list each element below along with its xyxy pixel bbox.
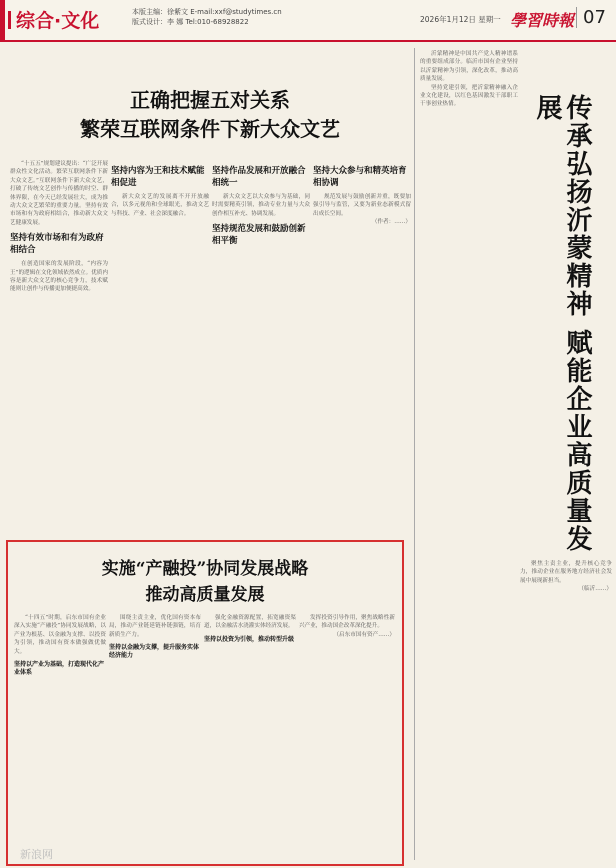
article2-col4 bbox=[299, 614, 395, 854]
section-title bbox=[8, 6, 99, 33]
side-article-title bbox=[532, 94, 592, 554]
article2-title-line1: 实施“产融投”协同发展战略 bbox=[101, 559, 309, 579]
article1-col3 bbox=[212, 160, 310, 535]
article2-col1 bbox=[14, 614, 106, 854]
article2-para-a: “十四五”时期，启东市国有企业深入实施“产融投”协同发展战略，以产业为根基、以金融为支撑、以投资为引领，推动国有资本做强做优做大。 bbox=[14, 615, 106, 655]
side-para-a: 沂蒙精神是中国共产党人精神谱系的重要组成部分。临沂市国有企业坚持以沂蒙精神为引领，深化改革，推动高质量发展。 bbox=[420, 51, 518, 83]
article1-para-a: “十五五”规划建议提出：“广泛开展群众性文化活动。繁荣互联网条件下新大众文艺。”互联网条件下新大众文艺，打破了传统文艺创作与传播的时空、群体界限，在今天已经发展壮大，成为推动大众文艺繁荣的重要力量。坚持有效市场和有为政府相结合，推动新大众文艺健康发展。 bbox=[10, 161, 108, 226]
article2-author: （启东市国有资产……） bbox=[333, 631, 395, 638]
header-corner bbox=[0, 0, 5, 40]
article1-title-line1: 正确把握五对关系 bbox=[130, 88, 290, 112]
page-number: 07 bbox=[576, 7, 606, 28]
editor-info bbox=[132, 7, 282, 27]
article1-subhead-5: 坚持规范发展和鼓励创新相平衡 bbox=[212, 224, 306, 247]
column-divider bbox=[414, 48, 415, 860]
article1-subhead-1: 坚持有效市场和有为政府相结合 bbox=[10, 233, 104, 256]
article1-col4 bbox=[313, 160, 411, 535]
side-article-col3 bbox=[420, 620, 516, 860]
newspaper-logo: 學習時報 bbox=[510, 11, 575, 30]
article2-col3 bbox=[204, 614, 296, 854]
article1-author: （作者：……） bbox=[371, 219, 411, 226]
issue-date: 2026年1月12日 星期一 bbox=[420, 15, 501, 24]
article2-subhead-3: 坚持以投资为引领，推动转型升级 bbox=[204, 635, 295, 643]
article1-subhead-3: 坚持作品发展和开放融合相统一 bbox=[212, 166, 306, 188]
side-para-b: 坚持党建引领，把沂蒙精神融入企业文化建设，以红色基因激发干部职工干事创业热情。 bbox=[420, 84, 518, 108]
article2-title-line2: 推动高质量发展 bbox=[145, 585, 265, 605]
article1-title-line2: 繁荣互联网条件下新大众文艺 bbox=[80, 117, 340, 141]
side-para-c: 聚焦主责主业，提升核心竞争力，推动企业在服务地方经济社会发展中展现新担当。 bbox=[520, 561, 612, 584]
editor-line: 本版主编：徐紫文 E-mail:xxf@studytimes.cn bbox=[132, 8, 282, 16]
article1-col1 bbox=[10, 160, 108, 535]
article1-para-c: 新大众文艺的发展离不开开放融合，以多元视角和全球眼光，推动文艺与科技、产业、社会深度融合。 bbox=[111, 194, 209, 217]
article2-para-b: 围绕主责主业，优化国有资本布局，推动产业链延链补链强链，培育新质生产力。 bbox=[109, 615, 201, 638]
page-header bbox=[0, 0, 616, 42]
side-article-col2 bbox=[520, 560, 612, 860]
watermark: 新浪网 bbox=[20, 848, 53, 861]
article1-title bbox=[60, 86, 360, 144]
article1-para-e: 规范发展与鼓励创新并重，既要加强引导与监管，又要为新业态新模式留出成长空间。 bbox=[313, 194, 411, 217]
article1-col2 bbox=[111, 160, 209, 535]
article2-para-c: 强化金融资源配置，拓宽融资渠道，以金融活水浇灌实体经济发展。 bbox=[204, 615, 296, 630]
article1-subhead-2: 坚持内容为王和技术赋能相促进 bbox=[111, 166, 205, 188]
article2-title bbox=[40, 556, 370, 608]
section-label: 综合·文化 bbox=[16, 10, 100, 32]
article2-col2 bbox=[109, 614, 201, 854]
article2-subhead-1: 坚持以产业为基础，打造现代化产业体系 bbox=[14, 661, 105, 677]
article1-para-b: 在创造国家的发展阶段，“内容为王”的逻辑在文化领域依然成立。优质内容是新大众文艺的核心竞争力，技术赋能则让创作与传播更加便捷高效。 bbox=[10, 261, 108, 293]
side-author: （临沂……） bbox=[578, 586, 612, 593]
side-article-col1 bbox=[420, 50, 518, 610]
article2-subhead-2: 坚持以金融为支撑，提升服务实体经济能力 bbox=[109, 644, 200, 660]
side-title-text: 传承弘扬沂蒙精神 赋能企业高质量发展 bbox=[532, 94, 592, 554]
article2-para-d: 发挥投资引导作用，聚焦战略性新兴产业，推动国企改革深化提升。 bbox=[299, 615, 395, 630]
article1-para-d: 新大众文艺以大众参与为基础，同时需要精英引领，推动专业力量与大众创作相互补充、协调发展。 bbox=[212, 194, 310, 217]
article1-subhead-4: 坚持大众参与和精英培育相协调 bbox=[313, 166, 407, 188]
designer-line: 版式设计：李 娜 Tel:010-68928822 bbox=[132, 18, 249, 26]
